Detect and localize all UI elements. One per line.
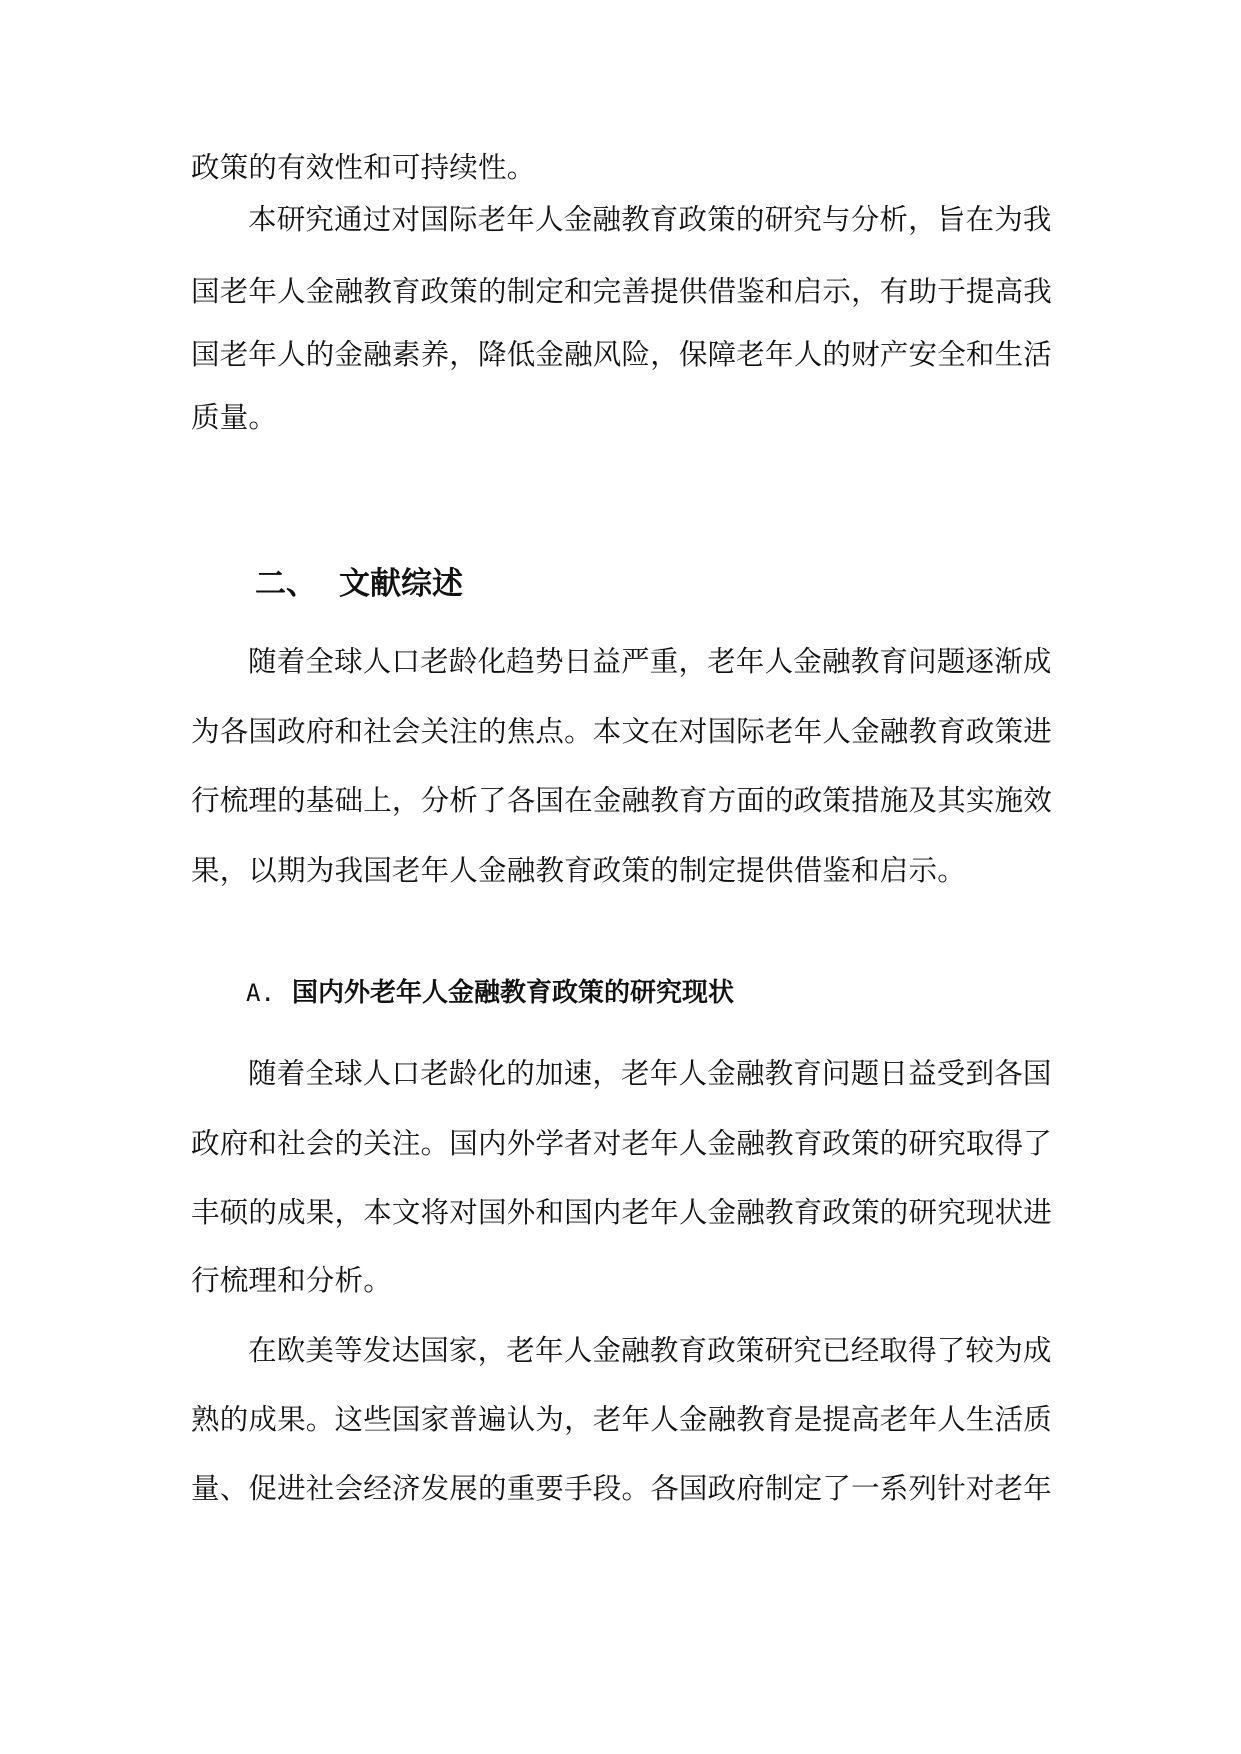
paragraph-line: 量、促进社会经济发展的重要手段。各国政府制定了一系列针对老年 <box>191 1472 1053 1505</box>
paragraph-line: 丰硕的成果，本文将对国外和国内老年人金融教育政策的研究现状进 <box>191 1196 1053 1229</box>
paragraph-line: 质量。 <box>191 401 278 434</box>
paragraph-line: 行梳理的基础上，分析了各国在金融教育方面的政策措施及其实施效 <box>191 784 1053 817</box>
paragraph-line: 行梳理和分析。 <box>191 1264 392 1297</box>
subsection-number: A. <box>246 979 275 1007</box>
paragraph-line: 随着全球人口老龄化趋势日益严重，老年人金融教育问题逐渐成 <box>248 645 1052 678</box>
section-heading <box>255 564 463 604</box>
section-title: 文献综述 <box>339 566 463 602</box>
paragraph-line: 随着全球人口老龄化的加速，老年人金融教育问题日益受到各国 <box>248 1057 1052 1090</box>
paragraph-line: 国老年人的金融素养，降低金融风险，保障老年人的财产安全和生活 <box>191 338 1053 371</box>
paragraph-line: 国老年人金融教育政策的制定和完善提供借鉴和启示，有助于提高我 <box>191 275 1053 308</box>
section-number: 二、 <box>255 566 317 602</box>
paragraph-line: 熟的成果。这些国家普遍认为，老年人金融教育是提高老年人生活质 <box>191 1403 1053 1436</box>
subsection-heading <box>246 973 734 1013</box>
paragraph-line: 果，以期为我国老年人金融教育政策的制定提供借鉴和启示。 <box>191 854 966 887</box>
paragraph-line: 政策的有效性和可持续性。 <box>191 151 536 184</box>
paragraph-line: 在欧美等发达国家，老年人金融教育政策研究已经取得了较为成 <box>248 1334 1052 1367</box>
paragraph-line: 政府和社会的关注。国内外学者对老年人金融教育政策的研究取得了 <box>191 1127 1053 1160</box>
subsection-title: 国内外老年人金融教育政策的研究现状 <box>292 978 735 1008</box>
paragraph-line: 为各国政府和社会关注的焦点。本文在对国际老年人金融教育政策进 <box>191 715 1053 748</box>
paragraph-line: 本研究通过对国际老年人金融教育政策的研究与分析，旨在为我 <box>248 203 1052 236</box>
